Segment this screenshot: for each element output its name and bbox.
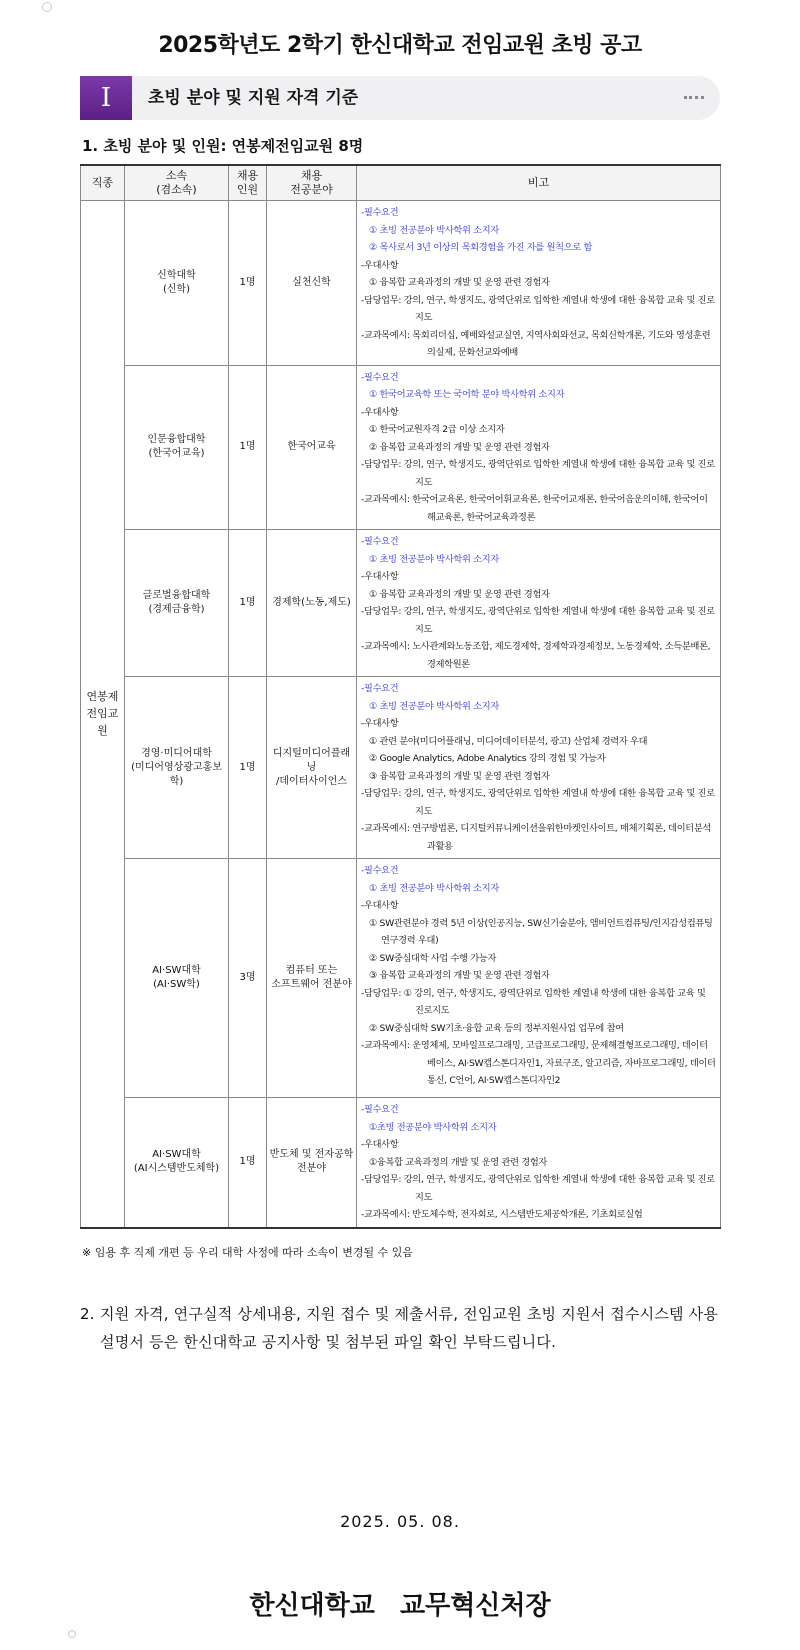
note-line: ① 관련 분야(미디어플래닝, 미디어데이터분석, 광고) 산업체 경력자 우대: [369, 735, 648, 747]
note-line: -필수요건: [361, 1104, 399, 1115]
note-line: ① 초빙 전공분야 박사학위 소지자: [369, 882, 499, 894]
job-type-cell: 연봉제 전임교원: [81, 201, 125, 1228]
note-line: ③ 융복합 교육과정의 개발 및 운영 관련 경험자: [369, 970, 550, 981]
note-line: -담당업무: 강의, 연구, 학생지도, 광역단위로 입학한 계열내 학생에 대한 융복합 교육 및 진로지도: [361, 788, 715, 817]
header-notes: 비고: [357, 165, 721, 201]
section-number: I: [80, 76, 132, 120]
note-line: -담당업무: ① 강의, 연구, 학생지도, 광역단위로 입학한 계열내 학생에 대한 융복합 교육 및 진로지도: [361, 987, 706, 1016]
note-line: -필수요건: [361, 371, 399, 383]
dept-cell: 경영·미디어대학 (미디어영상광고홍보학): [125, 677, 229, 859]
count-cell: 1명: [229, 201, 267, 366]
dept-cell: AI·SW대학 (AI시스템반도체학): [125, 1098, 229, 1228]
table-row: [81, 859, 721, 1098]
note-line: ② SW중심대학 SW기초·융합 교육 등의 정부지원사업 업무에 참여: [369, 1022, 624, 1034]
field-cell: 한국어교육: [267, 365, 357, 530]
dept-cell: AI·SW대학 (AI·SW학): [125, 859, 229, 1098]
count-cell: 1명: [229, 530, 267, 677]
table-row: [81, 365, 721, 530]
corner-mark: [42, 2, 52, 12]
dots-icon: [684, 96, 704, 103]
table-row: [81, 677, 721, 859]
note-line: -교과목예시: 연구방법론, 디지털커뮤니케이션을위한마켓인사이트, 매체기획론, 데이터분석과활용: [361, 823, 712, 852]
count-cell: 1명: [229, 1098, 267, 1228]
note-line: ① 초빙 전공분야 박사학위 소지자: [369, 700, 499, 712]
field-cell: 컴퓨터 또는 소프트웨어 전분야: [267, 859, 357, 1098]
notes-cell: [357, 530, 721, 677]
footnote: ※ 임용 후 직제 개편 등 우리 대학 사정에 따라 소속이 변경될 수 있음: [82, 1246, 413, 1259]
field-cell: 반도체 및 전자공학 전분야: [267, 1098, 357, 1228]
paragraph-number: 2.: [80, 1305, 95, 1323]
note-line: -담당업무: 강의, 연구, 학생지도, 광역단위로 입학한 계열내 학생에 대한 융복합 교육 및 진로지도: [361, 1174, 715, 1203]
note-line: ① 한국어교육학 또는 국어학 분야 박사학위 소지자: [369, 389, 565, 400]
note-line: -필수요건: [361, 865, 399, 876]
note-line: ① SW관련분야 경력 5년 이상(인공지능, SW신기술분야, 앰비언트컴퓨팅/인지감성컴퓨팅 연구경력 우대): [369, 917, 713, 946]
note-line: -담당업무: 강의, 연구, 학생지도, 광역단위로 입학한 계열내 학생에 대한 융복합 교육 및 진로지도: [361, 606, 715, 635]
header-field: 채용 전공분야: [267, 165, 357, 201]
dept-cell: 글로벌융합대학 (경제금융학): [125, 530, 229, 677]
recruitment-table: [80, 164, 721, 1229]
subheading: 1. 초빙 분야 및 인원: 연봉제전임교원 8명: [82, 137, 364, 155]
note-line: -필수요건: [361, 536, 399, 547]
count-cell: 1명: [229, 677, 267, 859]
note-line: -교과목예시: 운영체제, 모바일프로그래밍, 고급프로그래밍, 문제해결형프로그래밍, 데이터베이스, AI·SW캡스톤디자인1, 자료구조, 알고리즘, 자바프로그래밍, 데이터통신, C언어, AI·SW캡스톤디자인2: [361, 1040, 716, 1086]
note-line: ① 초빙 전공분야 박사학위 소지자: [369, 224, 499, 236]
table-row: [81, 530, 721, 677]
field-cell: 실천신학: [267, 201, 357, 366]
note-line: ③ 융복합 교육과정의 개발 및 운영 관련 경험자: [369, 770, 550, 782]
announcement-date: 2025. 05. 08.: [340, 1512, 460, 1531]
note-line: ① 한국어교원자격 2급 이상 소지자: [369, 424, 505, 435]
note-line: -교과목예시: 목회리더십, 예배와설교실연, 지역사회와선교, 목회신학개론, 기도와 영성훈련의실제, 문화선교와예배: [361, 329, 711, 358]
note-line: -교과목예시: 노사관계와노동조합, 제도경제학, 경제학과경제정보, 노동경제학, 소득분배론, 경제학원론: [361, 641, 711, 670]
table-body: [81, 201, 721, 1228]
corner-mark-bottom: [68, 1630, 76, 1638]
field-cell: 디지털미디어플래닝 /데이터사이언스: [267, 677, 357, 859]
note-line: -우대사항: [361, 259, 399, 271]
note-line: -우대사항: [361, 571, 399, 582]
note-line: -필수요건: [361, 683, 399, 694]
field-cell: 경제학(노동,제도): [267, 530, 357, 677]
note-line: -우대사항: [361, 1139, 399, 1150]
note-line: ② SW중심대학 사업 수행 가능자: [369, 952, 497, 964]
paragraph-line-1: 지원 자격, 연구실적 상세내용, 지원 접수 및 제출서류, 전임교원 초빙 지원서 접수시스템 사용: [100, 1305, 719, 1323]
notes-cell: [357, 201, 721, 366]
note-line: -우대사항: [361, 406, 399, 418]
count-cell: 3명: [229, 859, 267, 1098]
dept-cell: 인문융합대학 (한국어교육): [125, 365, 229, 530]
table-header-row: [81, 165, 721, 201]
note-line: -담당업무: 강의, 연구, 학생지도, 광역단위로 입학한 계열내 학생에 대한 융복합 교육 및 진로지도: [361, 459, 715, 488]
note-line: -필수요건: [361, 207, 399, 218]
note-line: ② 융복합 교육과정의 개발 및 운영 관련 경험자: [369, 441, 550, 453]
notice-paragraph: [80, 1300, 724, 1356]
table-row: [81, 201, 721, 366]
note-line: ① 초빙 전공분야 박사학위 소지자: [369, 553, 499, 565]
header-dept: 소속 (겸소속): [125, 165, 229, 201]
header-count: 채용 인원: [229, 165, 267, 201]
section-title: 초빙 분야 및 지원 자격 기준: [148, 88, 359, 108]
note-line: -교과목예시: 반도체수학, 전자회로, 시스템반도체공학개론, 기초회로실험: [361, 1209, 643, 1220]
notes-cell: [357, 859, 721, 1098]
note-line: -우대사항: [361, 900, 399, 911]
signature: 한신대학교 교무혁신처장: [249, 1591, 551, 1621]
note-line: ①초빙 전공분야 박사학위 소지자: [369, 1121, 497, 1133]
note-line: -담당업무: 강의, 연구, 학생지도, 광역단위로 입학한 계열내 학생에 대한 융복합 교육 및 진로지도: [361, 294, 715, 323]
note-line: ② 목사로서 3년 이상의 목회경험을 가진 자를 원칙으로 함: [369, 242, 593, 253]
note-line: ①융복합 교육과정의 개발 및 운영 관련 경험자: [369, 1156, 548, 1168]
dept-cell: 신학대학 (신학): [125, 201, 229, 366]
notes-cell: [357, 677, 721, 859]
note-line: ① 융복합 교육과정의 개발 및 운영 관련 경험자: [369, 588, 550, 600]
note-line: -우대사항: [361, 718, 399, 729]
notes-cell: [357, 365, 721, 530]
note-line: -교과목예시: 한국어교육론, 한국어어휘교육론, 한국어교재론, 한국어음운의이해, 한국어이해교육론, 한국어교육과정론: [361, 494, 708, 523]
notes-cell: [357, 1098, 721, 1228]
header-job-type: 직종: [81, 165, 125, 201]
table-row: [81, 1098, 721, 1228]
count-cell: 1명: [229, 365, 267, 530]
note-line: ② Google Analytics, Adobe Analytics 강의 경험 및 가능자: [369, 753, 606, 764]
page-title: 2025학년도 2학기 한신대학교 전임교원 초빙 공고: [158, 33, 642, 58]
note-line: ① 융복합 교육과정의 개발 및 운영 관련 경험자: [369, 277, 550, 288]
paragraph-line-2: 설명서 등은 한신대학교 공지사항 및 첨부된 파일 확인 부탁드립니다.: [100, 1333, 557, 1351]
